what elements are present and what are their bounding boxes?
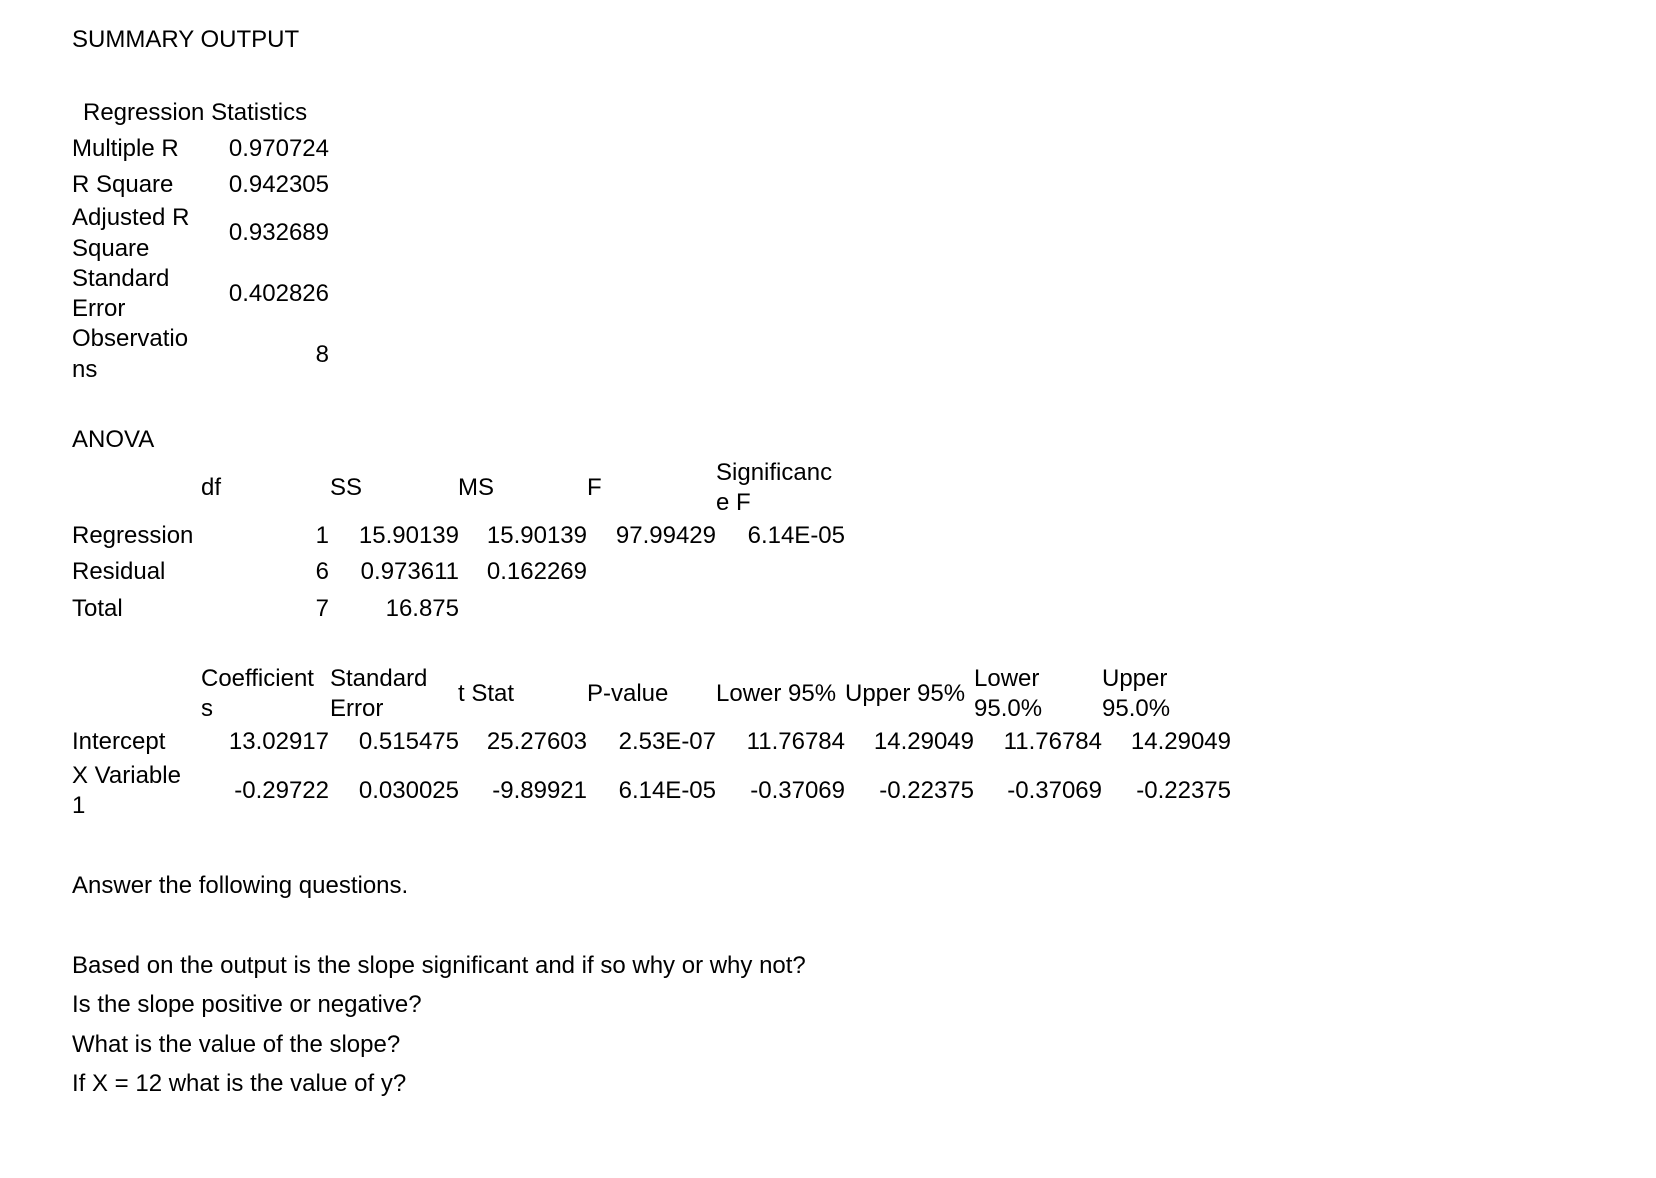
anova-cell: 1 xyxy=(315,522,329,549)
coef-cell: 0.030025 xyxy=(358,777,459,804)
anova-header-ms: MS xyxy=(458,474,494,501)
anova-cell: 15.90139 xyxy=(486,522,587,549)
anova-cell: 97.99429 xyxy=(615,522,716,549)
coef-header-t-stat: t Stat xyxy=(458,680,515,707)
anova-header-f: F xyxy=(587,474,602,501)
anova-header-significance-f: Significanc xyxy=(716,459,833,486)
coef-cell: -0.22375 xyxy=(1136,777,1231,804)
coef-cell: 13.02917 xyxy=(228,728,329,755)
anova-row-label: Regression xyxy=(72,522,194,549)
page-title: SUMMARY OUTPUT xyxy=(72,26,300,53)
coef-cell: 0.515475 xyxy=(358,728,459,755)
stat-label: R Square xyxy=(72,171,174,198)
coef-row-label: Intercept xyxy=(72,728,166,755)
coef-header-coefficients: s xyxy=(201,695,213,722)
anova-row-label: Residual xyxy=(72,558,166,585)
stat-label: Adjusted R xyxy=(72,204,190,231)
stat-value: 0.970724 xyxy=(228,135,329,162)
coef-row-label: X Variable xyxy=(72,762,181,789)
coef-header-standard-error: Standard xyxy=(330,665,428,692)
anova-header-significance-f: e F xyxy=(716,489,751,516)
coef-cell: -0.37069 xyxy=(750,777,845,804)
coef-header-p-value: P-value xyxy=(587,680,669,707)
stat-label: Standard xyxy=(72,265,170,292)
stat-label: Error xyxy=(72,295,126,322)
coef-cell: 11.76784 xyxy=(746,728,845,755)
coef-header-upper-95-0: 95.0% xyxy=(1102,695,1171,722)
coef-cell: 14.29049 xyxy=(1130,728,1231,755)
coef-header-standard-error: Error xyxy=(330,695,384,722)
anova-cell: 0.973611 xyxy=(360,558,459,585)
anova-header-df: df xyxy=(201,474,222,501)
coef-header-lower-95-0: 95.0% xyxy=(974,695,1043,722)
coef-cell: 11.76784 xyxy=(1003,728,1102,755)
anova-cell: 7 xyxy=(315,595,329,622)
coef-header-upper-95-0: Upper xyxy=(1102,665,1168,692)
anova-header-ss: SS xyxy=(330,474,363,501)
stat-value: 0.932689 xyxy=(228,219,329,246)
coef-row-label: 1 xyxy=(72,792,86,819)
coef-header-coefficients: Coefficient xyxy=(201,665,314,692)
stat-value: 0.402826 xyxy=(228,280,329,307)
stat-label: Square xyxy=(72,235,150,262)
coef-cell: -0.22375 xyxy=(879,777,974,804)
stat-label: Multiple R xyxy=(72,135,179,162)
anova-cell: 16.875 xyxy=(385,595,459,622)
anova-title: ANOVA xyxy=(72,426,155,453)
coef-cell: 2.53E-07 xyxy=(618,728,716,755)
regression-statistics-header: Regression Statistics xyxy=(83,99,308,126)
coef-header-lower-95: Lower 95% xyxy=(716,680,837,707)
question-item: If X = 12 what is the value of y? xyxy=(72,1070,407,1097)
coef-header-lower-95-0: Lower xyxy=(974,665,1040,692)
anova-cell: 0.162269 xyxy=(486,558,587,585)
instructions-text: Answer the following questions. xyxy=(72,872,409,899)
coef-cell: 6.14E-05 xyxy=(618,777,716,804)
stat-value: 8 xyxy=(315,341,329,368)
stat-label: ns xyxy=(72,356,98,383)
coef-cell: 14.29049 xyxy=(873,728,974,755)
coef-header-upper-95: Upper 95% xyxy=(845,680,966,707)
anova-row-label: Total xyxy=(72,595,123,622)
anova-cell: 6.14E-05 xyxy=(747,522,845,549)
stat-label: Observatio xyxy=(72,325,189,352)
anova-cell: 6 xyxy=(315,558,329,585)
coef-cell: -0.37069 xyxy=(1007,777,1102,804)
coef-cell: -0.29722 xyxy=(234,777,329,804)
coef-cell: 25.27603 xyxy=(486,728,587,755)
coef-cell: -9.89921 xyxy=(492,777,587,804)
question-item: Is the slope positive or negative? xyxy=(72,991,422,1018)
anova-cell: 15.90139 xyxy=(358,522,459,549)
stat-value: 0.942305 xyxy=(228,171,329,198)
question-item: What is the value of the slope? xyxy=(72,1031,401,1058)
question-item: Based on the output is the slope significant and if so why or why not? xyxy=(72,952,806,979)
